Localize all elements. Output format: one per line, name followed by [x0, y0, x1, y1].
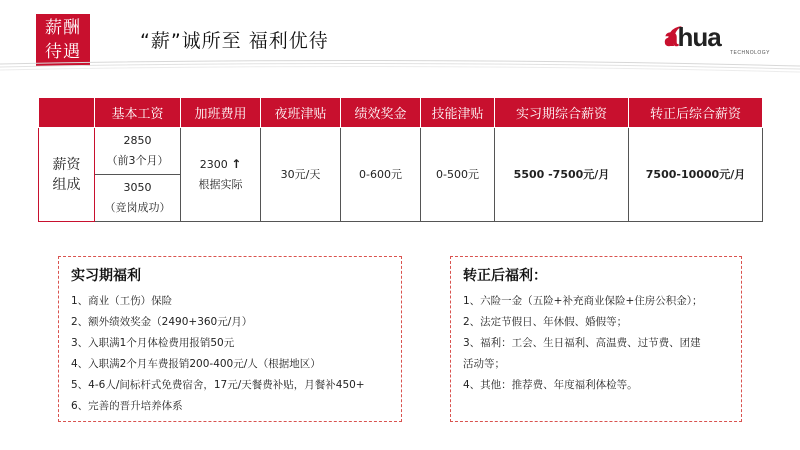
cell-performance-bonus: 0-600元 — [341, 128, 421, 222]
list-item: 3、福利：工会、生日福利、高温费、过节费、团建 — [463, 337, 701, 349]
list-item: 4、其他：推荐费、年度福利体检等。 — [463, 379, 638, 391]
intern-benefits-list — [71, 291, 389, 417]
brand-letters: hua — [677, 22, 721, 52]
list-item: 1、六险一金（五险+补充商业保险+住房公积金）； — [463, 295, 703, 307]
cell-base-salary-1 — [95, 128, 181, 175]
header-performance-bonus: 绩效奖金 — [341, 98, 421, 128]
base-salary-1-note: （前3个月） — [106, 154, 169, 167]
cell-night-allowance: 30元/天 — [261, 128, 341, 222]
row-label-line-2: 组成 — [52, 176, 81, 193]
header-regular-total: 转正后综合薪资 — [629, 98, 763, 128]
overtime-value-line — [181, 154, 260, 175]
list-item: 6、完善的晋升培养体系 — [71, 400, 183, 412]
page-title: “薪”诚所至 福利优待 — [140, 30, 329, 52]
row-label-salary-composition — [39, 128, 95, 222]
list-item: 活动等； — [463, 358, 505, 370]
brand-subtitle: TECHNOLOGY — [729, 50, 770, 56]
header-intern-total: 实习期综合薪资 — [495, 98, 629, 128]
salary-table — [38, 97, 763, 222]
regular-benefits-list — [463, 291, 729, 396]
base-salary-2-value: 3050 — [123, 181, 152, 194]
cell-skill-allowance: 0-500元 — [421, 128, 495, 222]
table-corner — [39, 98, 95, 128]
regular-benefits-title: 转正后福利： — [463, 268, 547, 284]
overtime-note: 根据实际 — [198, 178, 243, 191]
header-wave-decoration — [0, 56, 800, 74]
list-item: 1、商业（工伤）保险 — [71, 295, 173, 307]
logo-line-2: 待遇 — [45, 42, 81, 62]
row-label-line-1: 薪资 — [52, 156, 81, 173]
table-row — [39, 128, 763, 175]
brand-wordmark — [664, 22, 721, 53]
logo-line-1: 薪酬 — [45, 18, 81, 38]
regular-benefits-panel — [450, 256, 742, 422]
overtime-value: 2300 — [199, 158, 228, 171]
list-item: 3、入职满1个月体检费用报销50元 — [71, 337, 235, 349]
header-base-salary: 基本工资 — [95, 98, 181, 128]
cell-intern-total: 5500 -7500元/月 — [495, 128, 629, 222]
arrow-up-icon: ↑ — [231, 157, 242, 171]
header-overtime: 加班费用 — [181, 98, 261, 128]
list-item: 2、法定节假日、年休假、婚假等； — [463, 316, 628, 328]
list-item: 5、4-6人/间标杆式免费宿舍，17元/天餐费补贴，月餐补450+ — [71, 379, 365, 391]
intern-benefits-title: 实习期福利 — [71, 268, 141, 284]
brand-letter-a: a — [664, 22, 678, 52]
cell-base-salary-2 — [95, 175, 181, 222]
header-skill-allowance: 技能津贴 — [421, 98, 495, 128]
table-header-row — [39, 98, 763, 128]
base-salary-2-note: （竞岗成功） — [104, 201, 171, 214]
list-item: 2、额外绩效奖金（2490+360元/月） — [71, 316, 253, 328]
cell-overtime — [181, 128, 261, 222]
cell-regular-total: 7500-10000元/月 — [629, 128, 763, 222]
base-salary-1-value: 2850 — [123, 134, 152, 147]
intern-benefits-panel — [58, 256, 402, 422]
list-item: 4、入职满2个月车费报销200-400元/人（根据地区） — [71, 358, 321, 370]
header-night-allowance: 夜班津贴 — [261, 98, 341, 128]
